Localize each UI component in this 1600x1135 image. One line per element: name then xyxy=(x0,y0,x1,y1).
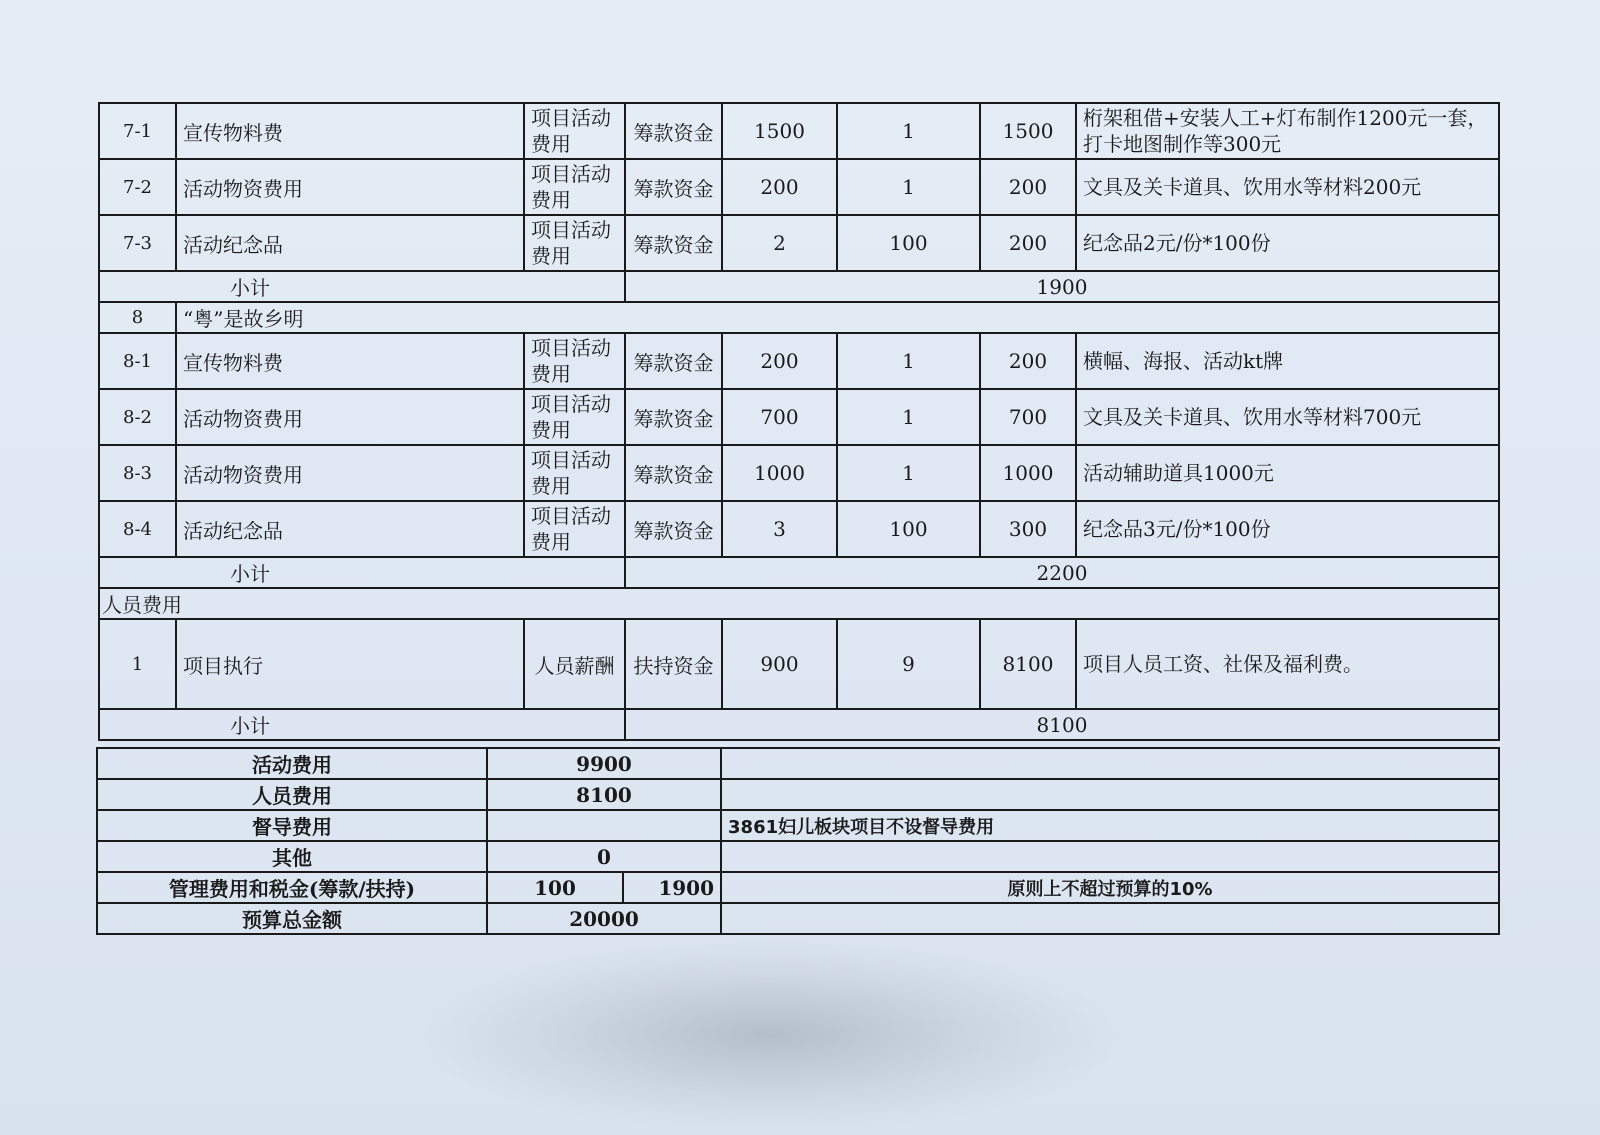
table-row xyxy=(99,619,1499,709)
row-number: 1 xyxy=(99,619,176,709)
row-category: 项目活动费用 xyxy=(524,501,625,557)
summary-value-fundraising: 100 xyxy=(487,872,623,903)
row-unit-price: 1000 xyxy=(722,445,837,501)
summary-value xyxy=(487,810,721,841)
summary-label: 预算总金额 xyxy=(97,903,487,934)
row-category: 人员薪酬 xyxy=(524,619,625,709)
row-number: 8-1 xyxy=(99,333,176,389)
section-number: 8 xyxy=(99,302,176,333)
row-number: 7-3 xyxy=(99,215,176,271)
subtotal-value: 1900 xyxy=(625,271,1499,302)
row-fund-source: 扶持资金 xyxy=(625,619,722,709)
summary-label: 活动费用 xyxy=(97,748,487,779)
section-header-row xyxy=(99,302,1499,333)
row-item-name: 活动物资费用 xyxy=(176,159,524,215)
summary-value: 9900 xyxy=(487,748,721,779)
row-total: 8100 xyxy=(980,619,1076,709)
row-number: 7-1 xyxy=(99,103,176,159)
summary-label: 管理费用和税金(筹款/扶持) xyxy=(97,872,487,903)
row-total: 700 xyxy=(980,389,1076,445)
summary-value: 0 xyxy=(487,841,721,872)
summary-row-supervision xyxy=(97,810,1499,841)
summary-note xyxy=(721,748,1499,779)
row-quantity: 100 xyxy=(837,215,980,271)
row-category: 项目活动费用 xyxy=(524,389,625,445)
row-note: 纪念品3元/份*100份 xyxy=(1076,501,1499,557)
row-total: 1000 xyxy=(980,445,1076,501)
row-unit-price: 200 xyxy=(722,333,837,389)
table-row xyxy=(99,501,1499,557)
row-fund-source: 筹款资金 xyxy=(625,159,722,215)
row-total: 200 xyxy=(980,215,1076,271)
table-row xyxy=(99,445,1499,501)
row-number: 8-2 xyxy=(99,389,176,445)
summary-value: 8100 xyxy=(487,779,721,810)
summary-note: 3861妇儿板块项目不设督导费用 xyxy=(721,810,1499,841)
row-item-name: 活动纪念品 xyxy=(176,215,524,271)
row-note: 桁架租借+安装人工+灯布制作1200元一套，打卡地图制作等300元 xyxy=(1076,103,1499,159)
row-total: 1500 xyxy=(980,103,1076,159)
summary-note xyxy=(721,903,1499,934)
subtotal-row xyxy=(99,271,1499,302)
row-quantity: 1 xyxy=(837,445,980,501)
subtotal-label: 小计 xyxy=(99,557,625,588)
row-number: 8-4 xyxy=(99,501,176,557)
summary-table xyxy=(96,747,1500,935)
table-row xyxy=(99,159,1499,215)
row-quantity: 1 xyxy=(837,159,980,215)
row-total: 200 xyxy=(980,333,1076,389)
summary-note xyxy=(721,841,1499,872)
table-row xyxy=(99,389,1499,445)
row-quantity: 1 xyxy=(837,333,980,389)
budget-table xyxy=(98,102,1500,741)
row-category: 项目活动费用 xyxy=(524,159,625,215)
row-quantity: 9 xyxy=(837,619,980,709)
subtotal-value: 2200 xyxy=(625,557,1499,588)
summary-row-other xyxy=(97,841,1499,872)
summary-value-support: 1900 xyxy=(623,872,721,903)
row-item-name: 活动纪念品 xyxy=(176,501,524,557)
row-item-name: 活动物资费用 xyxy=(176,445,524,501)
row-fund-source: 筹款资金 xyxy=(625,215,722,271)
row-item-name: 宣传物料费 xyxy=(176,333,524,389)
table-row xyxy=(99,103,1499,159)
row-fund-source: 筹款资金 xyxy=(625,389,722,445)
row-note: 纪念品2元/份*100份 xyxy=(1076,215,1499,271)
row-unit-price: 700 xyxy=(722,389,837,445)
row-quantity: 100 xyxy=(837,501,980,557)
row-category: 项目活动费用 xyxy=(524,445,625,501)
row-note: 活动辅助道具1000元 xyxy=(1076,445,1499,501)
row-note: 文具及关卡道具、饮用水等材料700元 xyxy=(1076,389,1499,445)
row-unit-price: 3 xyxy=(722,501,837,557)
subtotal-value: 8100 xyxy=(625,709,1499,740)
subtotal-row xyxy=(99,557,1499,588)
row-quantity: 1 xyxy=(837,103,980,159)
row-category: 项目活动费用 xyxy=(524,103,625,159)
summary-label: 督导费用 xyxy=(97,810,487,841)
row-fund-source: 筹款资金 xyxy=(625,445,722,501)
row-note: 项目人员工资、社保及福利费。 xyxy=(1076,619,1499,709)
table-row xyxy=(99,333,1499,389)
row-category: 项目活动费用 xyxy=(524,333,625,389)
subtotal-row xyxy=(99,709,1499,740)
summary-label: 其他 xyxy=(97,841,487,872)
summary-note: 原则上不超过预算的10% xyxy=(721,872,1499,903)
row-unit-price: 200 xyxy=(722,159,837,215)
row-fund-source: 筹款资金 xyxy=(625,333,722,389)
summary-row-management xyxy=(97,872,1499,903)
row-unit-price: 900 xyxy=(722,619,837,709)
row-note: 横幅、海报、活动kt牌 xyxy=(1076,333,1499,389)
row-unit-price: 2 xyxy=(722,215,837,271)
paper-smudge xyxy=(420,940,1120,1130)
personnel-section-title: 人员费用 xyxy=(99,588,1499,619)
row-fund-source: 筹款资金 xyxy=(625,501,722,557)
subtotal-label: 小计 xyxy=(99,271,625,302)
row-quantity: 1 xyxy=(837,389,980,445)
row-category: 项目活动费用 xyxy=(524,215,625,271)
row-number: 8-3 xyxy=(99,445,176,501)
row-item-name: 项目执行 xyxy=(176,619,524,709)
summary-row-total xyxy=(97,903,1499,934)
summary-row-activity xyxy=(97,748,1499,779)
row-item-name: 宣传物料费 xyxy=(176,103,524,159)
section-title: “粤”是故乡明 xyxy=(176,302,1499,333)
row-unit-price: 1500 xyxy=(722,103,837,159)
row-number: 7-2 xyxy=(99,159,176,215)
summary-note xyxy=(721,779,1499,810)
summary-row-personnel xyxy=(97,779,1499,810)
summary-label: 人员费用 xyxy=(97,779,487,810)
row-note: 文具及关卡道具、饮用水等材料200元 xyxy=(1076,159,1499,215)
row-item-name: 活动物资费用 xyxy=(176,389,524,445)
row-fund-source: 筹款资金 xyxy=(625,103,722,159)
table-row xyxy=(99,215,1499,271)
row-total: 300 xyxy=(980,501,1076,557)
row-total: 200 xyxy=(980,159,1076,215)
summary-value: 20000 xyxy=(487,903,721,934)
subtotal-label: 小计 xyxy=(99,709,625,740)
section-header-row xyxy=(99,588,1499,619)
